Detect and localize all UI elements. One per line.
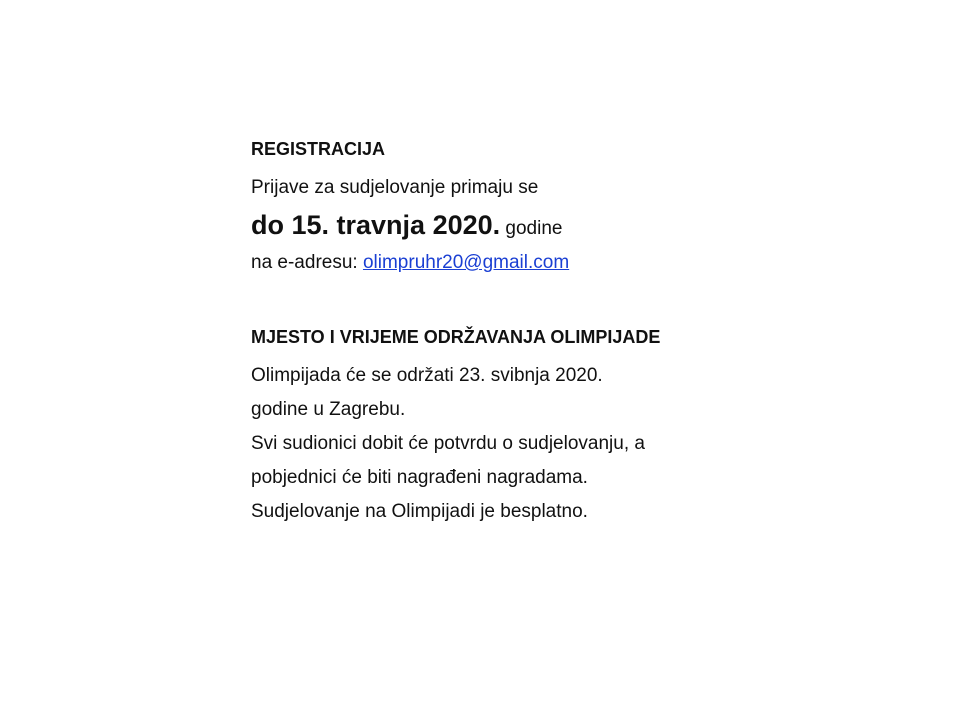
- registration-section: [251, 136, 911, 276]
- venue-line: Olimpijada će se održati 23. svibnja 2020.: [251, 365, 603, 386]
- email-prefix: na e-adresu:: [251, 252, 363, 273]
- venue-line: pobjednici će biti nagrađeni nagradama.: [251, 467, 588, 488]
- registration-heading: REGISTRACIJA: [251, 139, 386, 159]
- registration-deadline-suffix: godine: [500, 218, 563, 239]
- slide-content: [251, 136, 911, 529]
- venue-body: [251, 359, 911, 529]
- venue-heading: MJESTO I VRIJEME ODRŽAVANJA OLIMPIJADE: [251, 327, 661, 347]
- registration-deadline-line: [251, 206, 911, 248]
- registration-deadline: do 15. travnja 2020.: [251, 210, 501, 240]
- venue-section: [251, 324, 911, 529]
- venue-line: Sudjelovanje na Olimpijadi je besplatno.: [251, 501, 588, 522]
- registration-email-line: [251, 250, 911, 276]
- registration-intro: Prijave za sudjelovanje primaju se: [251, 177, 539, 198]
- email-link[interactable]: olimpruhr20@gmail.com: [362, 252, 570, 273]
- venue-line: godine u Zagrebu.: [251, 399, 406, 420]
- venue-line: Svi sudionici dobit će potvrdu o sudjelovanju, a: [251, 433, 645, 454]
